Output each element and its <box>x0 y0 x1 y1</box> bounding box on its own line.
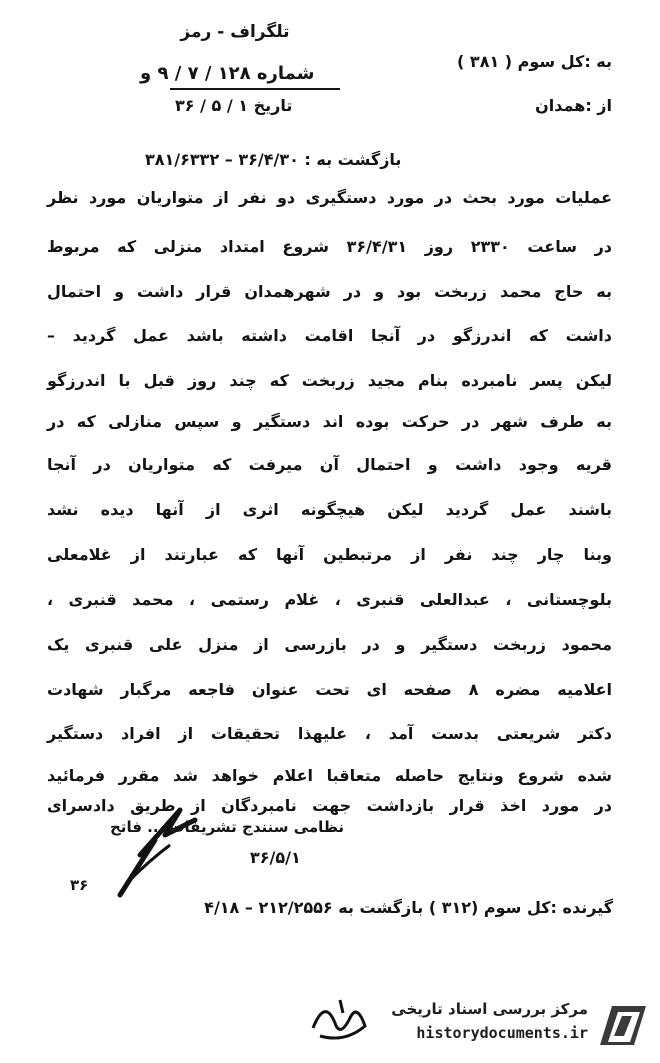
body-line: به حاج محمد زربخت بود و در شهرهمدان قرار داشت و احتمال <box>47 282 612 301</box>
body-line: لیکن پسر نامبرده بنام مجید زربخت که چند روز قبل با اندرزگو <box>47 371 612 390</box>
body-line: اعلامیه مضره ۸ صفحه ای تحت عنوان فاجعه مرگبار شهادت <box>47 680 613 699</box>
archive-logo-icon <box>594 1000 652 1055</box>
closing-line: نظامی سنندج تشریفات ... فاتح <box>110 818 345 836</box>
body-line: وبنا چار چند نفر از مرتبطین آنها که عبارتند از غلامعلی <box>47 545 612 564</box>
receiver-footer: گیرنده :کل سوم (۳۱۲ ) بازگشت به ۲۱۲/۲۵۵۶ – ۴/۱۸ <box>204 898 613 917</box>
body-line: در مورد اخذ قرار بازداشت جهت نامبردگان از طریق دادسرای <box>47 796 612 815</box>
closing-date: ۳۶/۵/۱ <box>250 848 301 867</box>
signature-scribble <box>110 800 205 900</box>
body-line: عملیات مورد بحث در مورد دستگیری دو نفر از متواریان مورد نظر <box>47 188 612 207</box>
file-code: ۳۶ <box>70 876 89 894</box>
body-line: در ساعت ۲۳۳۰ روز ۳۶/۴/۳۱ شروع امتداد منزلی که مربوط <box>47 237 612 256</box>
body-line: بلوچستانی ، عبدالعلی قنبری ، غلام رستمی ، محمد قنبری ، <box>47 590 612 609</box>
archive-watermark-url: historydocuments.ir <box>416 1024 588 1042</box>
header-underline <box>170 88 340 90</box>
body-line: دکتر شریعتی بدست آمد ، علیهذا تحقیقات از افراد دستگیر <box>47 724 612 743</box>
document-date: تاریخ ۱ / ۵ / ۳۶ <box>175 96 293 115</box>
body-line: قریه وجود داشت و احتمال آن میرفت که متواریان در آنجا <box>47 455 612 474</box>
document-number: شماره ۱۲۸ / ۷ / ۹ و <box>140 63 315 84</box>
document-title: تلگراف - رمز <box>180 22 290 42</box>
body-line: باشند عمل گردید لیکن هیچگونه اثری از آنها دیده نشد <box>47 500 612 519</box>
body-line: محمود زربخت دستگیر و در بازرسی از منزل علی قنبری یک <box>47 635 612 654</box>
body-line: داشت که اندرزگو در آنجا اقامت داشته باشد عمل گردید – <box>47 326 612 345</box>
archive-watermark-text: مرکز بررسی اسناد تاریخی <box>391 1000 588 1018</box>
reference-line: بازگشت به : ۳۶/۴/۳۰ – ۳۸۱/۶۳۳۲ <box>145 150 402 169</box>
recipient-line: به :کل سوم ( ۳۸۱ ) <box>457 52 612 71</box>
body-line: شده شروع ونتایج حاصله متعاقبا اعلام خواهد شد مقرر فرمائید <box>47 766 612 785</box>
sender-line: از :همدان <box>535 96 612 115</box>
body-line: به طرف شهر در حرکت بوده اند دستگیر و سپس منازلی که در <box>47 412 612 431</box>
